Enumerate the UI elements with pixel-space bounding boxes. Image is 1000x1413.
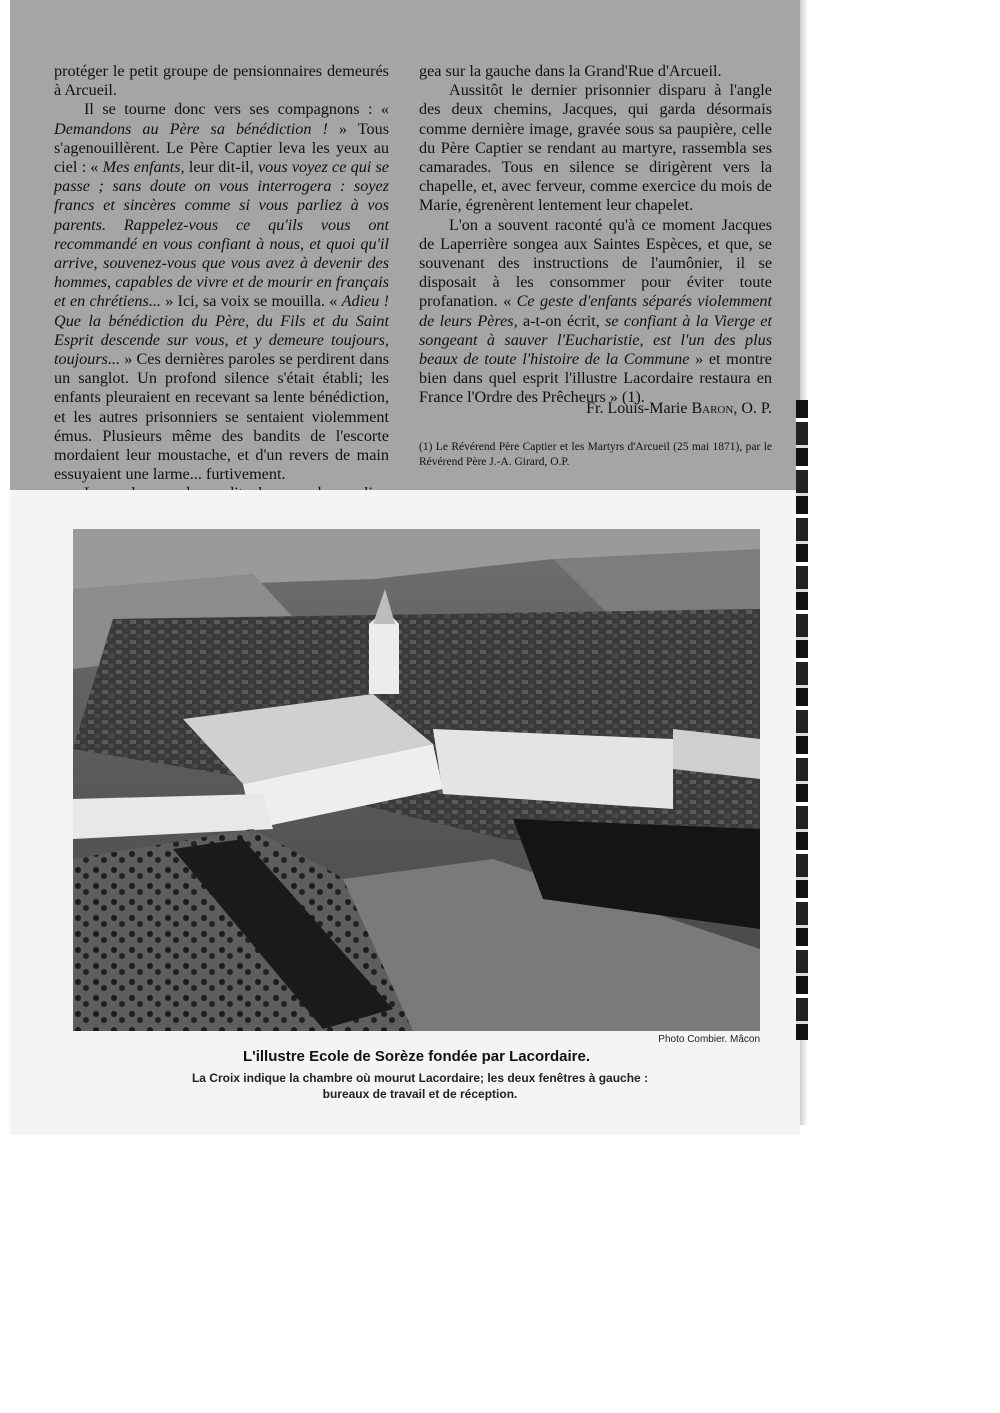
paragraph: protéger le petit groupe de pensionnaires demeurés à Arcueil.	[54, 62, 389, 100]
signature-suffix: , O. P.	[733, 400, 772, 417]
paragraph: gea sur la gauche dans la Grand'Rue d'Arcueil.	[419, 62, 722, 80]
caption-line: La Croix indique la chambre où mourut Lacordaire; les deux fenêtres à gauche :	[191, 1071, 649, 1085]
caption-title: L'illustre Ecole de Sorèze fondée par Lacordaire.	[242, 1048, 590, 1065]
quote: Mes enfants,	[102, 158, 185, 177]
caption-line: bureaux de travail et de réception.	[322, 1087, 518, 1101]
author-signature	[419, 400, 772, 418]
paragraph: Aussitôt le dernier prisonnier disparu à l'angle des deux chemins, Jacques, qui garda désormais comme dernière image, gravée sous sa paupière, celle du Père Captier se rendant au martyre, rassembla ses camarades. Tous en silence se dirigèrent vers la chapelle, et, avec ferveur, comme exercice du mois de Marie, égrenèrent lentement leur chapelet.	[419, 81, 772, 215]
author-surname: Baron	[691, 400, 734, 417]
text-run: leur dit-il,	[184, 158, 258, 177]
text-run: » Ces dernières paroles se perdirent dans un sanglot. Un profond silence s'était établi; les enfants pleuraient en recevant sa lente bénédiction, et les autres prisonniers se sentaient violemment émus. Plusieurs même des bandits de l'escorte mordaient leur moustache, et d'un revers de main essuyaient une larme... furtivement.	[54, 350, 389, 484]
quote: se confiant à la Vierge et songeant à sauver l'Eucharistie, est l'un des plus beaux de toute l'histoire de la Commune	[419, 311, 772, 369]
photo-credit: Photo Combier. Mâcon	[658, 1034, 760, 1045]
caption-text	[120, 1070, 720, 1102]
paragraph	[419, 216, 772, 408]
text-run: Il se tourne donc vers ses compagnons : «	[84, 100, 389, 119]
text-run: » Tous s'agenouillèrent. Le Père Captier leva les yeux au ciel : «	[54, 119, 390, 177]
quote: vous voyez ce qui se passe ; sans doute on vous interrogera : soyez francs et sincères comme si vous parliez à vos parents. Rappelez-vous ce qu'ils vous ont recommandé en vous confiant à nous, et quoi qu'il arrive, souvenez-vous que vous avez à devenir des hommes, capables de vivre et de mourir en français et en chrétiens...	[54, 158, 389, 311]
text-run: » Ici, sa voix se mouilla. «	[160, 292, 342, 311]
text-section	[10, 0, 800, 490]
quote: Demandons au Père sa bénédiction !	[54, 119, 328, 138]
aerial-town-image	[73, 529, 760, 1031]
text-column-right	[419, 62, 772, 408]
footnote: (1) Le Révérend Père Captier et les Martyrs d'Arcueil (25 mai 1871), par le Révérend Père J.-A. Girard, O.P.	[419, 441, 772, 468]
text-run: L'on a souvent raconté qu'à ce moment Jacques de Laperrière songea aux Saintes Espèces, et que, se souvenant des instructions de l'aumônier, il se disposait à les consommer pour éviter toute profanation. «	[419, 215, 772, 311]
aerial-photo	[73, 529, 760, 1031]
paragraph	[54, 100, 389, 484]
signature-prefix: Fr. Louis-Marie	[586, 400, 692, 417]
text-column-left	[54, 62, 389, 542]
text-run: » et montre bien dans quel esprit l'illustre Lacordaire restaura en France l'Ordre des Prêcheurs » (1).	[419, 350, 772, 407]
quote: Ce geste d'enfants séparés violemment de leurs Pères,	[419, 292, 772, 330]
binding-edge	[796, 400, 808, 1040]
text-run: a-t-on écrit,	[517, 311, 606, 330]
quote: Adieu ! Que la bénédiction du Père, du Fils et du Saint Esprit descende sur vous, et y demeure toujours, toujours...	[54, 292, 390, 369]
